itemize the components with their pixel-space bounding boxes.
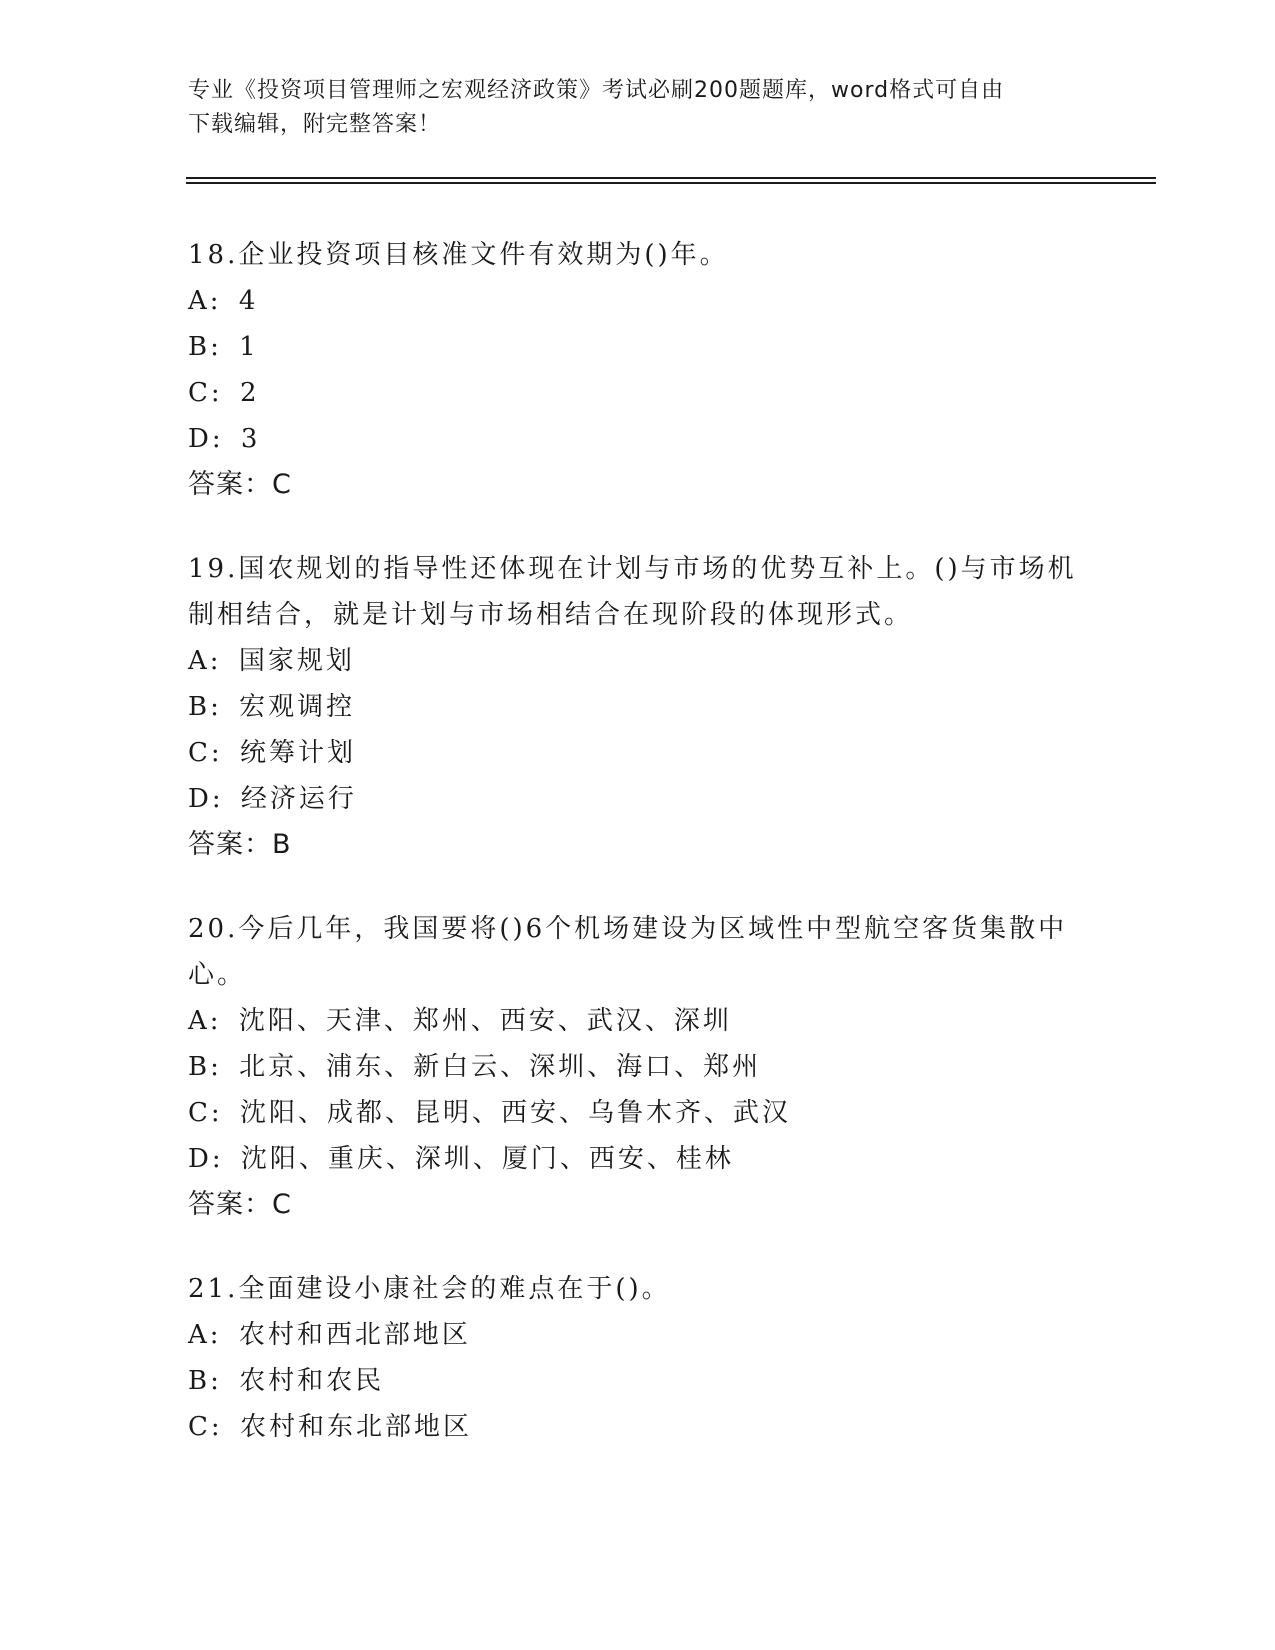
option-separator: : (211, 1144, 235, 1174)
option-a (188, 1312, 1088, 1358)
option-separator: : (210, 1098, 234, 1128)
option-c (188, 370, 1088, 416)
option-key: C (188, 1098, 211, 1128)
option-text: 4 (238, 286, 259, 316)
option-d (188, 416, 1088, 462)
stem-line: 21.全面建设小康社会的难点在于()。 (188, 1274, 671, 1304)
stem-line: 20.今后几年，我国要将()6个机场建设为区域性中型航空客货集散中 (188, 914, 1068, 944)
option-separator: : (210, 692, 234, 722)
option-key: B (188, 332, 211, 362)
option-text: 农村和农民 (239, 1366, 385, 1396)
option-separator: : (209, 646, 233, 676)
question-stem (188, 232, 1088, 278)
option-key: A (188, 646, 210, 676)
header-line-1: 专业《投资项目管理师之宏观经济政策》考试必刷200题题库，word格式可自由 (188, 78, 1005, 103)
question-stem (188, 546, 1088, 638)
question-stem (188, 906, 1088, 998)
option-d (188, 1136, 1088, 1182)
option-b (188, 324, 1088, 370)
option-separator: : (211, 784, 235, 814)
option-key: B (188, 1052, 211, 1082)
question-list (188, 232, 1088, 1488)
header-line-2: 下载编辑，附完整答案！ (188, 112, 442, 137)
option-key: B (188, 692, 211, 722)
option-key: A (188, 1006, 210, 1036)
option-key: C (188, 378, 211, 408)
option-separator: : (210, 1366, 234, 1396)
stem-line: 心。 (188, 960, 247, 990)
option-b (188, 1044, 1088, 1090)
option-key: C (188, 738, 211, 768)
option-separator: : (211, 424, 235, 454)
option-c (188, 730, 1088, 776)
answer-line: 答案：C (188, 469, 292, 500)
option-text: 3 (240, 424, 261, 454)
option-c (188, 1090, 1088, 1136)
option-key: A (188, 1320, 210, 1350)
option-text: 2 (239, 378, 260, 408)
option-separator: : (210, 378, 234, 408)
option-separator: : (209, 1320, 233, 1350)
stem-line: 制相结合，就是计划与市场相结合在现阶段的体现形式。 (188, 600, 914, 630)
question-18 (188, 232, 1088, 508)
stem-line: 19.国农规划的指导性还体现在计划与市场的优势互补上。()与市场机 (188, 554, 1077, 584)
option-key: D (188, 424, 212, 454)
option-c (188, 1404, 1088, 1450)
question-stem (188, 1266, 1088, 1312)
option-separator: : (210, 1412, 234, 1442)
answer-line: 答案：B (188, 829, 292, 860)
option-d (188, 776, 1088, 822)
option-a (188, 638, 1088, 684)
option-text: 经济运行 (240, 784, 357, 814)
stem-line: 18.企业投资项目核准文件有效期为()年。 (188, 240, 729, 270)
option-text: 农村和东北部地区 (239, 1412, 472, 1442)
option-separator: : (210, 1052, 234, 1082)
option-a (188, 278, 1088, 324)
header-divider-bottom (186, 182, 1156, 184)
option-key: A (188, 286, 210, 316)
answer-line: 答案：C (188, 1189, 292, 1220)
option-separator: : (210, 332, 234, 362)
option-separator: : (209, 1006, 233, 1036)
option-text: 农村和西北部地区 (238, 1320, 471, 1350)
option-text: 1 (239, 332, 259, 362)
option-key: B (188, 1366, 211, 1396)
option-key: C (188, 1412, 211, 1442)
option-separator: : (209, 286, 233, 316)
option-text: 宏观调控 (239, 692, 356, 722)
option-text: 统筹计划 (239, 738, 356, 768)
option-text: 沈阳、成都、昆明、西安、乌鲁木齐、武汉 (239, 1098, 791, 1128)
question-19 (188, 546, 1088, 868)
option-text: 沈阳、天津、郑州、西安、武汉、深圳 (238, 1006, 732, 1036)
option-key: D (188, 1144, 212, 1174)
option-key: D (188, 784, 212, 814)
question-21 (188, 1266, 1088, 1450)
option-text: 北京、浦东、新白云、深圳、海口、郑州 (239, 1052, 762, 1082)
option-text: 国家规划 (238, 646, 355, 676)
header-divider-top (186, 177, 1156, 179)
option-b (188, 684, 1088, 730)
option-a (188, 998, 1088, 1044)
document-header (188, 74, 1088, 142)
question-20 (188, 906, 1088, 1228)
option-b (188, 1358, 1088, 1404)
option-text: 沈阳、重庆、深圳、厦门、西安、桂林 (240, 1144, 734, 1174)
option-separator: : (210, 738, 234, 768)
